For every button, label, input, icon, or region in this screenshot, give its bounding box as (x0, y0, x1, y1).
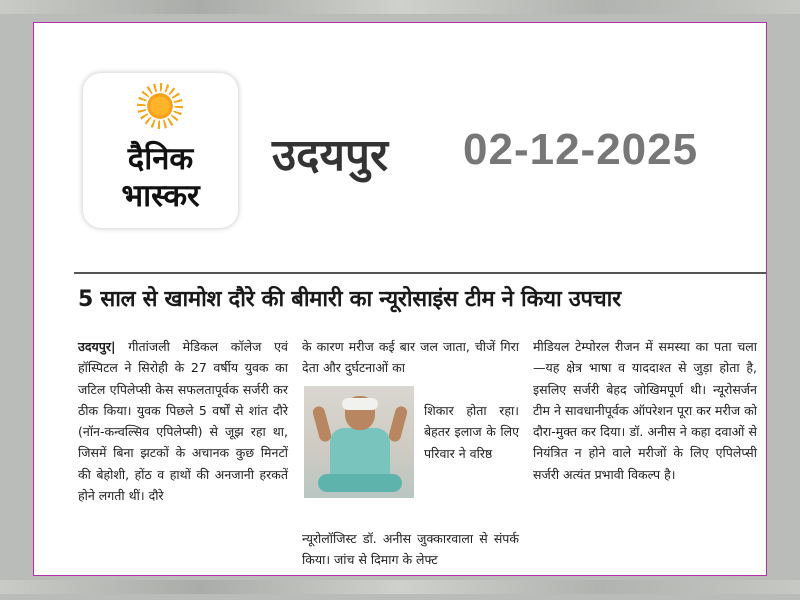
article-column-2-beside-photo (424, 400, 519, 464)
photo-arm (312, 405, 333, 443)
article-column-2 (302, 336, 519, 379)
article-dateline: उदयपुर| (78, 339, 116, 354)
article-column-3-text: मीडियल टेम्पोरल रीजन में समस्या का पता चला—यह क्षेत्र भाषा व याददाश्त से जुड़ा होता है, इसलिए सर्जरी बेहद जोखिमपूर्ण थी। न्यूरोसर्जन टीम ने सावधानीपूर्वक ऑपरेशन पूरा कर मरीज को दौरा-मुक्त कर दिया। डॉ. अनीस ने कहा दवाओं से नियंत्रित न होने वाले मरीजों के लिए एपिलेप्सी सर्जरी अत्यंत प्रभावी विकल्प है। (533, 339, 757, 482)
article-column-3 (533, 336, 757, 485)
patient-photo (304, 386, 414, 498)
edition-date: 02-12-2025 (463, 125, 699, 174)
article-headline: 5 साल से खामोश दौरे की बीमारी का न्यूरोसाइंस टीम ने किया उपचार (78, 287, 621, 312)
article-column-2-bottom (302, 528, 519, 571)
newspaper-clipping (33, 22, 767, 576)
dainik-bhaskar-logo (83, 73, 238, 228)
article-column-2-bottom-text: न्यूरोलॉजिस्ट डॉ. अनीस जुक्कारवाला से संपर्क किया। जांच से दिमाग के लेफ्ट (302, 531, 519, 568)
background-strip (0, 580, 800, 594)
photo-legs (318, 474, 402, 492)
photo-arm (388, 405, 409, 443)
edition-city: उदयपुर (272, 130, 388, 181)
sun-icon (145, 91, 175, 121)
headline-rule (74, 272, 767, 274)
background-strip (0, 0, 800, 14)
logo-wordmark-line2: भास्कर (121, 178, 200, 214)
photo-head-bandage (342, 398, 378, 410)
article-column-2-top: के कारण मरीज कई बार जल जाता, चीजें गिरा देता और दुर्घटनाओं का (302, 339, 519, 376)
logo-wordmark-line1: दैनिक (127, 141, 194, 177)
article-column-2-side-text: शिकार होता रहा। बेहतर इलाज के लिए परिवार ने वरिष्ठ (424, 403, 519, 461)
article-column-1 (78, 336, 288, 506)
article-column-1-text: गीतांजली मेडिकल कॉलेज एवं हॉस्पिटल ने सिरोही के 27 वर्षीय युवक का जटिल एपिलेप्सी केस सफलतापूर्वक सर्जरी कर ठीक किया। युवक पिछले 5 वर्षों से शांत दौरे (नॉन-कन्वल्सिव एपिलेप्सी) से जूझ रहा था, जिसमें बिना झटकों के अचानक कुछ मिनटों की बेहोशी, होंठ व हाथों की अनजानी हरकतें होने लगती थीं। दौरे (78, 339, 288, 504)
